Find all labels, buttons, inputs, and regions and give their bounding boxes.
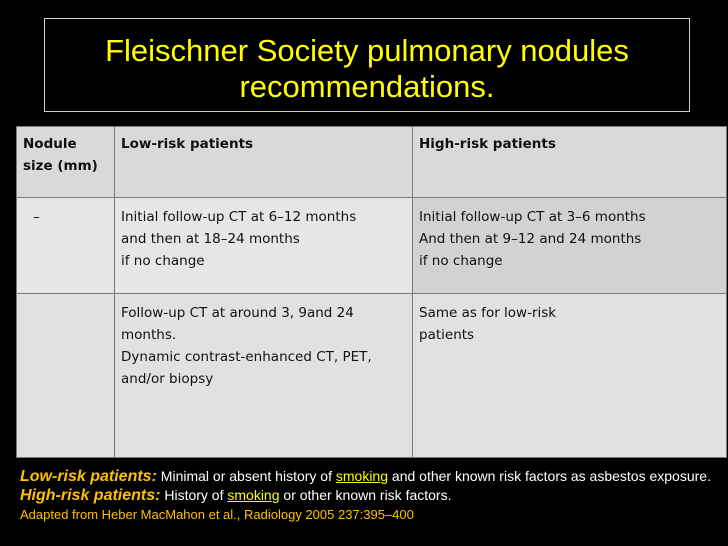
low-risk-label: Low-risk patients:	[20, 468, 157, 485]
smoking-link[interactable]: smoking	[335, 468, 389, 484]
cell-line: patients	[419, 327, 475, 343]
cell-line: and then at 18–24 months	[121, 231, 300, 247]
low-risk-text-1: Minimal or absent history of	[156, 468, 336, 484]
low-risk-definition	[20, 467, 720, 486]
high-risk-text-2: or other known risk factors.	[279, 487, 452, 503]
cell-line: months.	[121, 327, 177, 343]
cell-line: Follow-up CT at around 3, 9and 24	[121, 305, 354, 321]
row1-size: –	[17, 198, 115, 294]
high-risk-label: High-risk patients:	[20, 487, 161, 504]
source-citation: Adapted from Heber MacMahon et al., Radiology 2005 237:395–400	[20, 507, 414, 522]
title-line-1: Fleischner Society pulmonary nodules	[105, 33, 629, 68]
cell-line: Same as for low-risk	[419, 305, 557, 321]
legend	[20, 467, 720, 524]
cell-line: Initial follow-up CT at 3–6 months	[419, 209, 646, 225]
header-high-risk: High-risk patients	[413, 127, 727, 198]
row1-high-risk	[413, 198, 727, 294]
cell-line: and/or biopsy	[121, 371, 214, 387]
recommendations-table	[16, 126, 727, 458]
smoking-link[interactable]: smoking	[227, 487, 280, 503]
row2-size	[17, 294, 115, 458]
cell-line: Dynamic contrast-enhanced CT, PET,	[121, 349, 372, 365]
high-risk-text-1: History of	[160, 487, 228, 503]
row2-low-risk	[115, 294, 413, 458]
header-size-line-2: size (mm)	[23, 158, 98, 174]
table-row	[17, 294, 727, 458]
high-risk-definition	[20, 486, 720, 505]
table-header-row	[17, 127, 727, 198]
cell-line: Initial follow-up CT at 6–12 months	[121, 209, 357, 225]
header-size-line-1: Nodule	[23, 136, 77, 152]
cell-line: if no change	[121, 253, 205, 269]
slide-title	[44, 18, 690, 112]
cell-line: if no change	[419, 253, 503, 269]
row1-low-risk	[115, 198, 413, 294]
low-risk-text-2: and other known risk factors as asbestos exposure.	[388, 468, 711, 484]
row2-high-risk	[413, 294, 727, 458]
header-nodule-size	[17, 127, 115, 198]
header-low-risk: Low-risk patients	[115, 127, 413, 198]
cell-line: And then at 9–12 and 24 months	[419, 231, 642, 247]
title-line-2: recommendations.	[239, 69, 495, 104]
table-row	[17, 198, 727, 294]
